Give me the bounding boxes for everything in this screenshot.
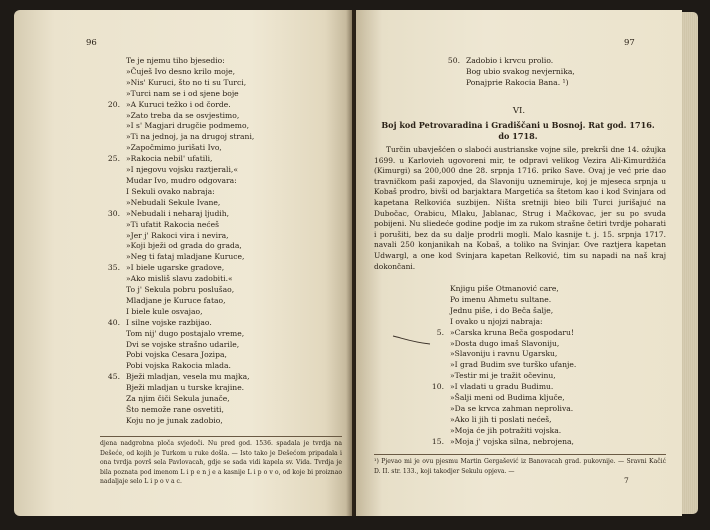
- verse-line: [104, 89, 344, 100]
- verse-line: [104, 372, 344, 383]
- verse-text: Mudar Ivo, mudro odgovara:: [126, 175, 237, 185]
- verse-line: [104, 350, 344, 361]
- verse-text: »Nebudali Sekule Ivane,: [126, 197, 221, 207]
- verse-line: [104, 252, 344, 263]
- page-edges: [682, 12, 698, 514]
- verse-text: Što nemože rane osvetiti,: [126, 405, 224, 414]
- verse-line: [104, 132, 344, 143]
- verse-text: »I njegovu vojsku raztjerali,«: [126, 165, 238, 175]
- verse-text: »Šalji meni od Budima ključe,: [450, 393, 565, 403]
- verse-text: Bježi mladjan, vesela mu majka,: [126, 372, 250, 382]
- verse-line: [428, 306, 658, 317]
- verse-text: Pobi vojska Cesara Jozipa,: [126, 350, 227, 360]
- verse-line: [104, 220, 344, 231]
- verse-text: Ponajprie Rakocia Bana. ¹): [466, 77, 569, 87]
- verse-text: »I biele ugarske gradove,: [126, 263, 225, 273]
- section-prose: [374, 145, 666, 272]
- verse-text: Knjigu piše Otmanović care,: [450, 284, 559, 293]
- verse-line: [428, 328, 658, 339]
- verse-line: [104, 231, 344, 242]
- verse-text: Za njim čiči Sekula junače,: [126, 394, 230, 404]
- verse-line: [428, 437, 658, 448]
- verse-line: [104, 383, 344, 394]
- verse-line: [428, 360, 658, 371]
- verse-line: [428, 349, 658, 360]
- left-footnote: djena nadgrobna ploča svjedoči. Nu pred god. 1536. spadala je tvrdja na Dešeće, od kojih je Turkom u ruke došla. — Isto tako je Dešećom pripadala i ona tvrdja površ sela Pavlovacah, gdje se sada vidi kapela sv. Vida. Tvrdja je bila poznata pod imenom L i p e n j e a kasnije L i p o v o, od koje bi proiznao nadaljaje selo L i p o v a c.: [100, 436, 342, 487]
- verse-text: »Ti ufatit Rakocia nećeš: [126, 219, 219, 229]
- verse-line: [428, 371, 658, 382]
- verse-text: Mladjane je Kuruce fatao,: [126, 295, 226, 305]
- verse-line: [444, 67, 654, 78]
- page-number-left: 96: [86, 38, 97, 48]
- verse-text: »I s' Magjari drugčie podmemo,: [126, 121, 249, 131]
- signature-mark: 7: [624, 476, 629, 485]
- verse-line: [104, 274, 344, 285]
- verse-text: »A Kuruci težko i od čorde.: [126, 99, 231, 109]
- verse-text: To j' Sekula pobru poslušao,: [126, 285, 235, 295]
- verse-line: [428, 415, 658, 426]
- verse-text: Bježi mladjan u turske krajine.: [126, 383, 245, 393]
- verse-number: 20.: [107, 99, 120, 109]
- verse-text: »Jer j' Rakoci vira i nevira,: [126, 230, 229, 240]
- verse-text: I ovako u njojzi nabraja:: [450, 316, 543, 326]
- verse-text: »Ako li jih ti poslati nećeš,: [450, 414, 552, 424]
- verse-line: [428, 295, 658, 306]
- verse-text: Zadobio i krvcu prolio.: [466, 56, 554, 65]
- verse-line: [444, 56, 654, 67]
- verse-text: I silne vojske razbijao.: [126, 317, 212, 327]
- pencil-mark-icon: [392, 333, 432, 347]
- verse-number: 50.: [447, 56, 460, 65]
- verse-text: »Ti na jednoj, ja na drugoj strani,: [126, 132, 255, 142]
- verse-text: I biele kule osvajao,: [126, 306, 203, 316]
- right-bottom-verse-block: [428, 284, 658, 448]
- right-footnote: ¹) Pjevao mi je ovu pjesmu Martin Gergašević iz Banovacah grad. pukovnije. — Sravni Kačić D. II. str. 133., koji takodjer Sekulu opjeva. —: [374, 454, 666, 476]
- verse-text: »Zato treba da se osvjestimo,: [126, 110, 240, 120]
- verse-number: 15.: [431, 436, 444, 446]
- right-top-verse-block: [444, 56, 654, 89]
- verse-text: Te je njemu tiho bjesedio:: [126, 56, 225, 65]
- verse-line: [428, 404, 658, 415]
- verse-line: [104, 165, 344, 176]
- verse-line: [104, 111, 344, 122]
- verse-text: Dvi se vojske strašno udarile,: [126, 339, 240, 349]
- verse-line: [104, 361, 344, 372]
- verse-text: »I grad Budim sve turško ufanje.: [450, 360, 577, 370]
- verse-text: I Sekuli ovako nabraja:: [126, 186, 215, 196]
- verse-text: »Započmimo jurišati Ivo,: [126, 143, 222, 153]
- section-title: Boj kod Petrovaradina i Gradiščani u Bosnoj. Rat god. 1716. do 1718.: [381, 120, 655, 141]
- right-page: [356, 10, 682, 516]
- page-number-right: 97: [624, 38, 635, 48]
- verse-line: [428, 426, 658, 437]
- verse-number: 10.: [431, 382, 444, 392]
- verse-text: »Dosta dugo imaš Slavoniju,: [450, 338, 560, 348]
- verse-text: »Čuješ Ivo desno krilo moje,: [126, 66, 236, 76]
- verse-line: [104, 416, 344, 427]
- verse-line: [104, 329, 344, 340]
- verse-text: »Moja j' vojska silna, nebrojena,: [450, 436, 574, 446]
- verse-line: [104, 241, 344, 252]
- verse-line: [104, 318, 344, 329]
- verse-line: [104, 285, 344, 296]
- verse-line: [104, 154, 344, 165]
- verse-line: [104, 67, 344, 78]
- verse-line: [104, 143, 344, 154]
- verse-line: [104, 78, 344, 89]
- verse-line: [428, 393, 658, 404]
- verse-line: [444, 78, 654, 89]
- verse-line: [104, 307, 344, 318]
- verse-line: [104, 100, 344, 111]
- verse-number: 35.: [107, 263, 120, 273]
- verse-line: [104, 263, 344, 274]
- verse-number: 45.: [107, 372, 120, 382]
- verse-text: Tom nij' dugo postajalo vreme,: [126, 328, 245, 338]
- verse-text: »Neg ti fataj mladjane Kuruce,: [126, 252, 245, 262]
- verse-number: 5.: [436, 327, 444, 337]
- verse-line: [428, 317, 658, 328]
- verse-text: »Nis' Kuruci, što no ti su Turci,: [126, 77, 247, 87]
- verse-text: Koju no je junak zadobio,: [126, 415, 223, 425]
- verse-text: »Moja će jih potražiti vojska.: [450, 425, 562, 435]
- section-prose-text: Turčin ubavješćen o slaboći austrianske vojne sile, prekrši dne 14. ožujka 1699. u Karlovieh ugovoreni mir, te odpravi velikog Vezira Ali-Kimurdžića (Kimurgi) sa 200,000 dne 28. srpnja 1716. priko Save. Ovaj je već prie dao travničkom paši zapovjed, da Slavoniju uznemiruje, koj je mjeseca srpnja u Kobaš prodro, bivši od barjaktara Margetića sa štetom kao i kod Svinjara od kapetana Relkovića suzbijen. Ništa sretniji bieo bili Turci jurišajuć na Dubočac, Orabicu, Mlaku, Jablanac, Strug i Mačkovac, jer su po svuda pobijeni. Nu sliedeće godine podje im za rukom strašne četiri tvrdje poharati i porušiti, bez da su dalje prodrli mogli. Malo kasnije t. j. 15. srpnja 1717. navali 250 konjanikah na Kobaš, a toliko na Svinjar. Ove raztjera kapetan Udwargl, a one kod Svinjara kapetan Relković, tim su napadi na naš kraj dokončani.: [374, 145, 666, 271]
- verse-text: Pobi vojska Rakocia mlada.: [126, 361, 231, 371]
- verse-line: [104, 187, 344, 198]
- left-verse-block: [104, 56, 344, 427]
- verse-text: Jednu piše, i do Beča šalje,: [450, 305, 554, 315]
- verse-line: [104, 198, 344, 209]
- verse-text: »Slavoniju i ravnu Ugarsku,: [450, 349, 558, 359]
- verse-text: »Carska kruna Beča gospodaru!: [450, 327, 574, 337]
- verse-text: »Koji bježi od grada do grada,: [126, 241, 242, 251]
- section-number: VI.: [512, 106, 526, 116]
- verse-text: Bog ubio svakog nevjernika,: [466, 66, 575, 76]
- verse-line: [428, 284, 658, 295]
- verse-number: 25.: [107, 154, 120, 164]
- verse-text: »Ako misliš slavu zadobiti.«: [126, 274, 233, 284]
- verse-line: [104, 296, 344, 307]
- verse-text: »Rakocia nebil' ufatili,: [126, 154, 213, 164]
- verse-line: [104, 340, 344, 351]
- verse-number: 30.: [107, 208, 120, 218]
- verse-text: »Nebudali i neharaj ljudih,: [126, 208, 230, 218]
- verse-line: [104, 209, 344, 220]
- verse-line: [428, 339, 658, 350]
- verse-text: »Da se krvca zahman neproliva.: [450, 403, 574, 413]
- verse-line: [428, 382, 658, 393]
- verse-text: »Testir mi je tražit očevinu,: [450, 371, 556, 381]
- verse-text: Po imenu Ahmetu sultane.: [450, 294, 552, 304]
- verse-line: [104, 394, 344, 405]
- left-page: [14, 10, 352, 516]
- verse-text: »I vladati u gradu Budimu.: [450, 382, 554, 392]
- verse-text: »Turci nam se i od sjene boje: [126, 88, 239, 98]
- verse-line: [104, 121, 344, 132]
- verse-line: [104, 405, 344, 416]
- verse-line: [104, 56, 344, 67]
- verse-line: [104, 176, 344, 187]
- verse-number: 40.: [107, 317, 120, 327]
